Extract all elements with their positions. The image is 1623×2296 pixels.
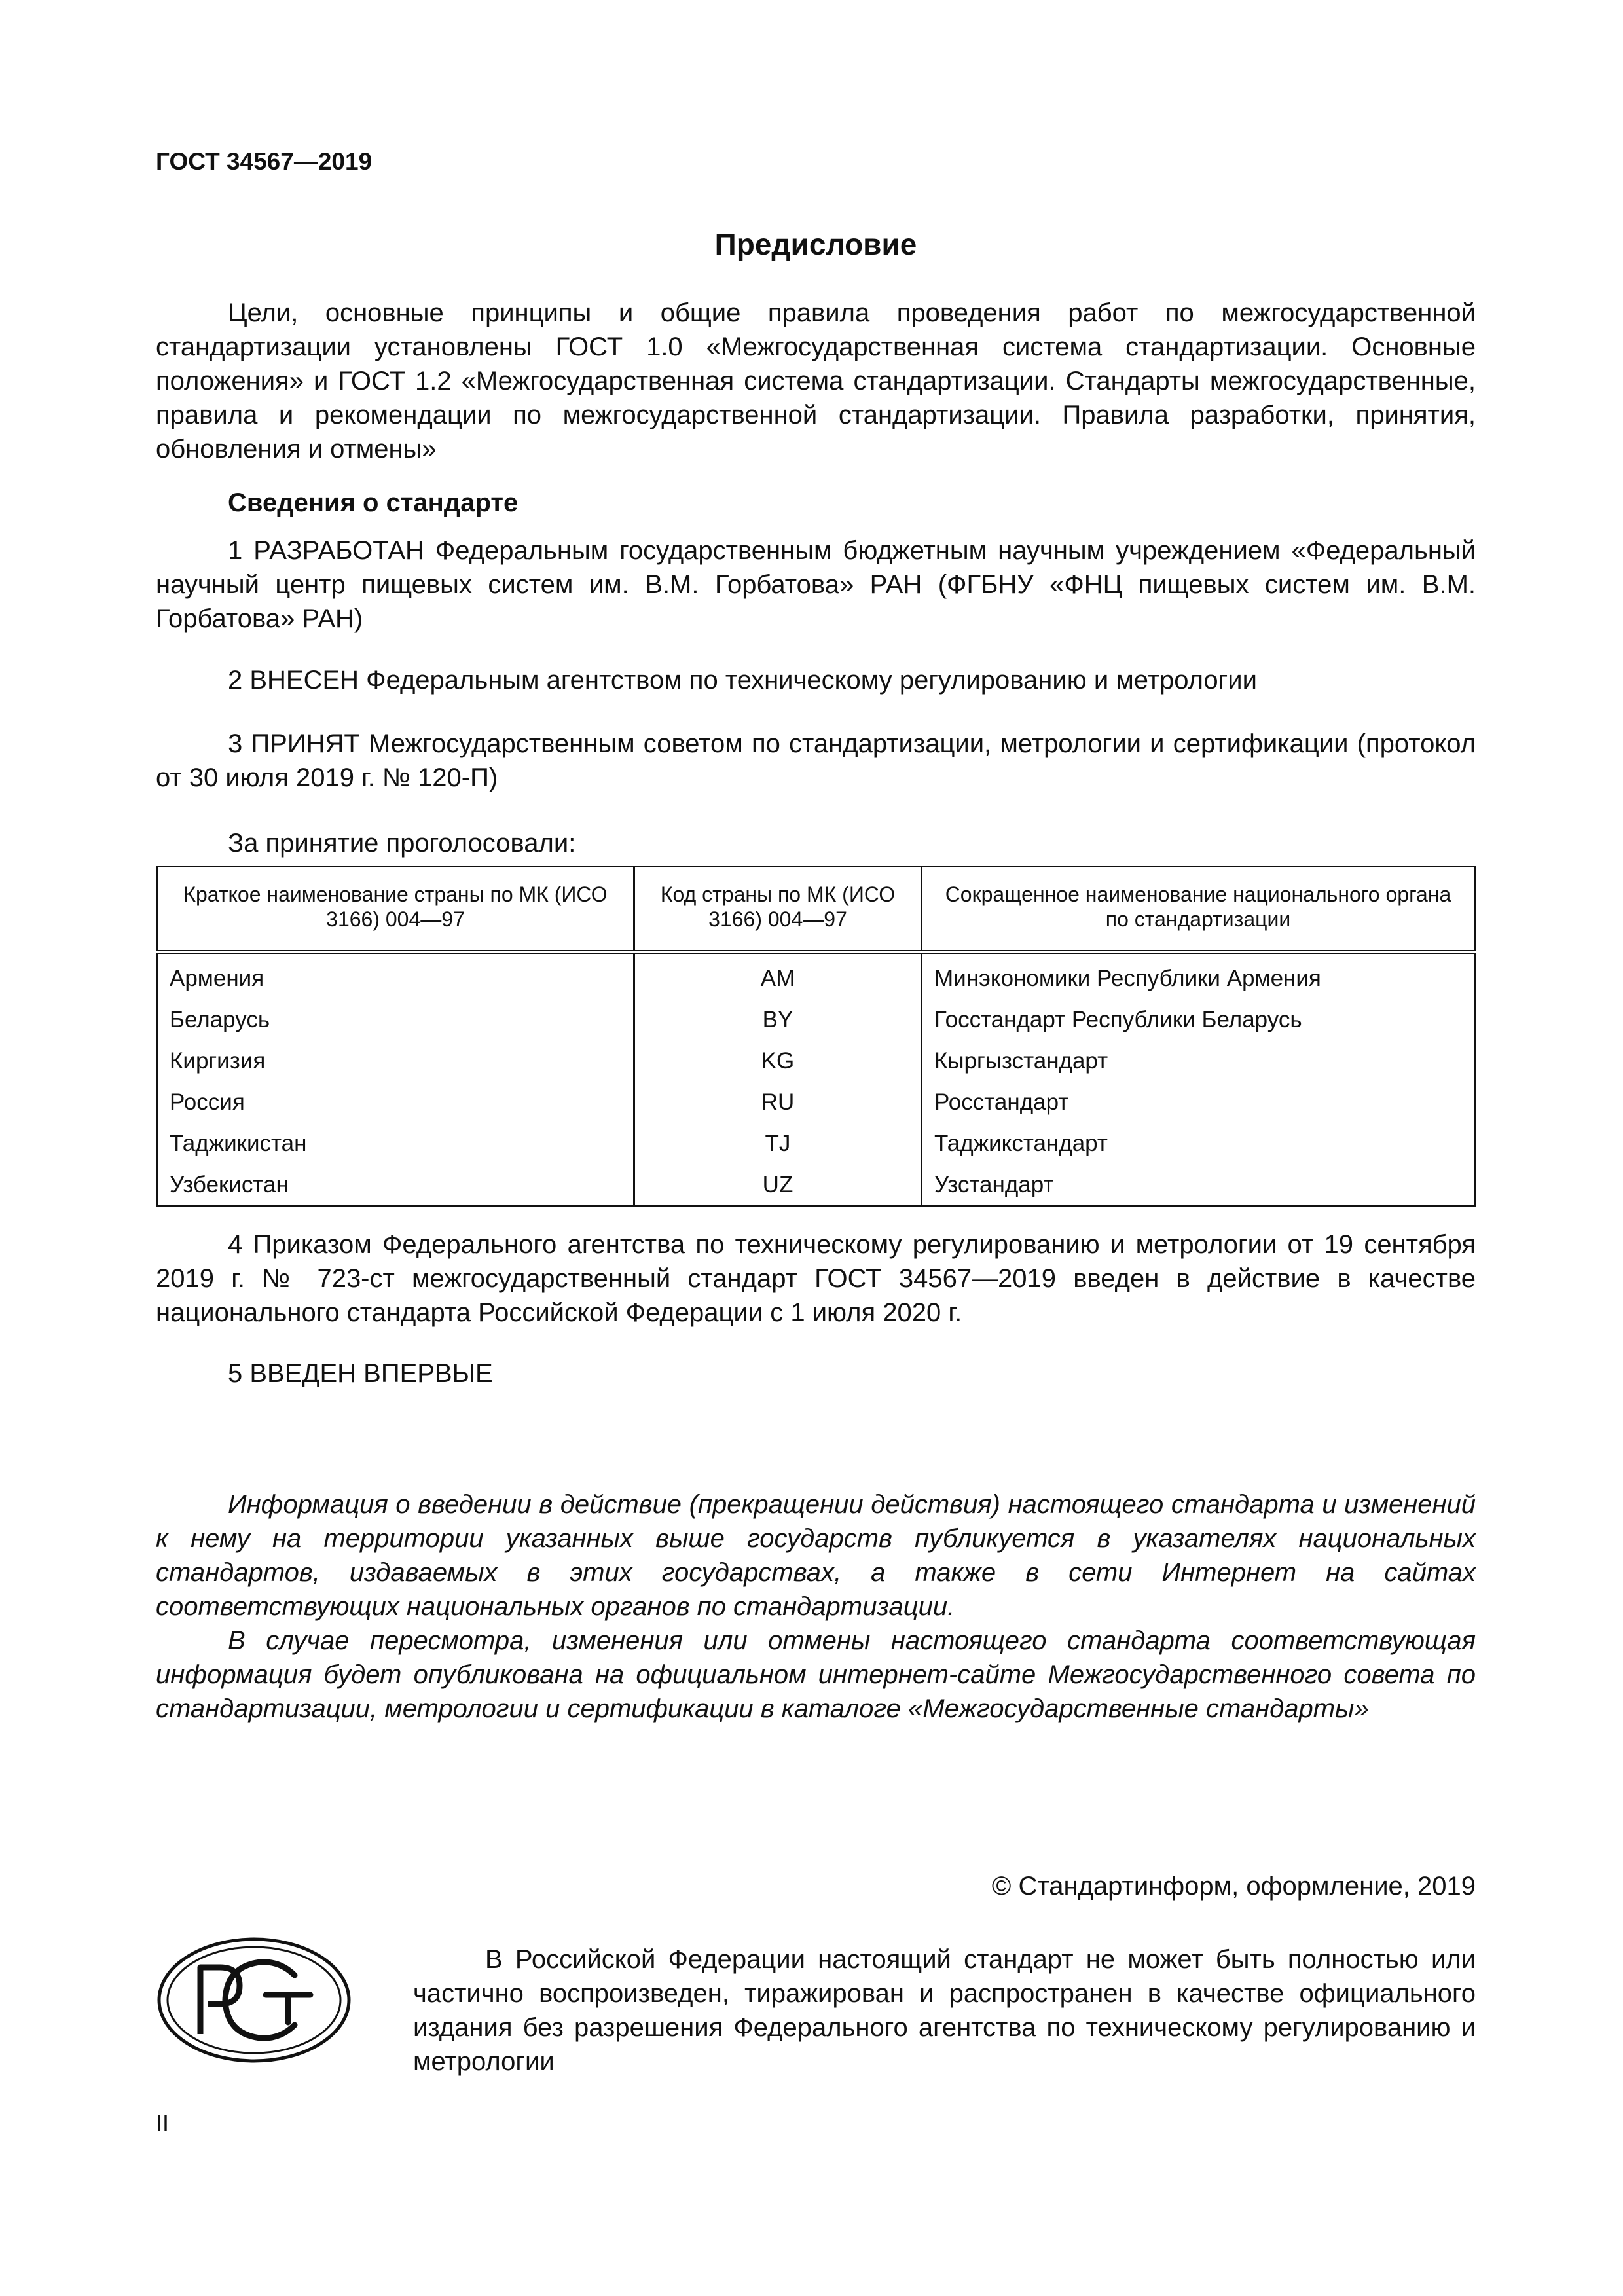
page-title: Предисловие	[714, 227, 917, 261]
document-page	[156, 0, 1476, 2296]
country-cell: Узбекистан	[157, 1164, 634, 1207]
rst-logo-icon	[156, 1936, 352, 2064]
item-5-first-introduced: 5 ВВЕДЕН ВПЕРВЫЕ	[228, 1359, 493, 1388]
country-cell: Киргизия	[157, 1040, 634, 1082]
copyright-line: © Стандартинформ, оформление, 2019	[991, 1872, 1476, 1901]
column-header-country: Краткое наименование страны по МК (ИСО 3166) 004—97	[157, 867, 634, 953]
body-cell: Госстандарт Республики Беларусь	[922, 999, 1475, 1040]
item-1-developed: 1 РАЗРАБОТАН Федеральным государственным бюджетным научным учреждением «Федеральный научный центр пищевых систем им. В.М. Горбатова» РАН (ФГБНУ «ФНЦ пищевых систем им. В.М. Горбатова» РАН)	[156, 536, 1476, 633]
code-cell: RU	[634, 1082, 922, 1123]
info-paragraph-2: В случае пересмотра, изменения или отмены настоящего стандарта соответствующая информация будет опубликована на официальном интернет-сайте Межгосударственного совета по стандартизации, метрологии и сертификации в каталоге «Межгосударственные стандарты»	[156, 1626, 1476, 1723]
table-row	[157, 1040, 1475, 1082]
body-cell: Таджикстандарт	[922, 1123, 1475, 1164]
column-header-body: Сокращенное наименование национального органа по стандартизации	[922, 867, 1475, 953]
code-cell: TJ	[634, 1123, 922, 1164]
country-cell: Армения	[157, 952, 634, 999]
table-row	[157, 999, 1475, 1040]
rights-notice: В Российской Федерации настоящий стандарт не может быть полностью или частично воспроизведен, тиражирован и распространен в качестве официального издания без разрешения Федерального агентства по техническому регулированию и метрологии	[413, 1945, 1476, 2076]
document-code: ГОСТ 34567—2019	[156, 148, 373, 175]
table-row	[157, 1123, 1475, 1164]
table-row	[157, 952, 1475, 999]
body-cell: Кыргызстандарт	[922, 1040, 1475, 1082]
body-cell: Узстандарт	[922, 1164, 1475, 1207]
country-cell: Беларусь	[157, 999, 634, 1040]
item-4-order: 4 Приказом Федерального агентства по техническому регулированию и метрологии от 19 сентября 2019 г. № 723-ст межгосударственный стандарт ГОСТ 34567—2019 введен в действие в качестве национального стандарта Российской Федерации с 1 июля 2020 г.	[156, 1230, 1476, 1327]
intro-paragraph: Цели, основные принципы и общие правила проведения работ по межгосударственной стандартизации установлены ГОСТ 1.0 «Межгосударственная система стандартизации. Основные положения» и ГОСТ 1.2 «Межгосударственная система стандартизации. Стандарты межгосударственные, правила и рекомендации по межгосударственной стандартизации. Правила разработки, принятия, обновления и отмены»	[156, 299, 1476, 464]
country-cell: Таджикистан	[157, 1123, 634, 1164]
page-number: II	[156, 2109, 170, 2136]
table-row	[157, 1082, 1475, 1123]
country-cell: Россия	[157, 1082, 634, 1123]
code-cell: AM	[634, 952, 922, 999]
voting-countries-table	[156, 866, 1476, 1207]
table-header-row	[157, 867, 1475, 953]
item-2-introduced: 2 ВНЕСЕН Федеральным агентством по техническому регулированию и метрологии	[228, 666, 1257, 695]
section-heading: Сведения о стандарте	[228, 488, 519, 517]
body-cell: Минэкономики Республики Армения	[922, 952, 1475, 999]
code-cell: BY	[634, 999, 922, 1040]
code-cell: UZ	[634, 1164, 922, 1207]
body-cell: Росстандарт	[922, 1082, 1475, 1123]
column-header-code: Код страны по МК (ИСО 3166) 004—97	[634, 867, 922, 953]
vote-label: За принятие проголосовали:	[228, 829, 576, 858]
table-row	[157, 1164, 1475, 1207]
code-cell: KG	[634, 1040, 922, 1082]
info-paragraph-1: Информация о введении в действие (прекращении действия) настоящего стандарта и изменений к нему на территории указанных выше государств публикуется в указателях национальных стандартов, издаваемых в этих государствах, а также в сети Интернет на сайтах соответствующих национальных органов по стандартизации.	[156, 1490, 1476, 1621]
item-3-adopted: 3 ПРИНЯТ Межгосударственным советом по стандартизации, метрологии и сертификации (протокол от 30 июля 2019 г. № 120-П)	[156, 729, 1476, 792]
